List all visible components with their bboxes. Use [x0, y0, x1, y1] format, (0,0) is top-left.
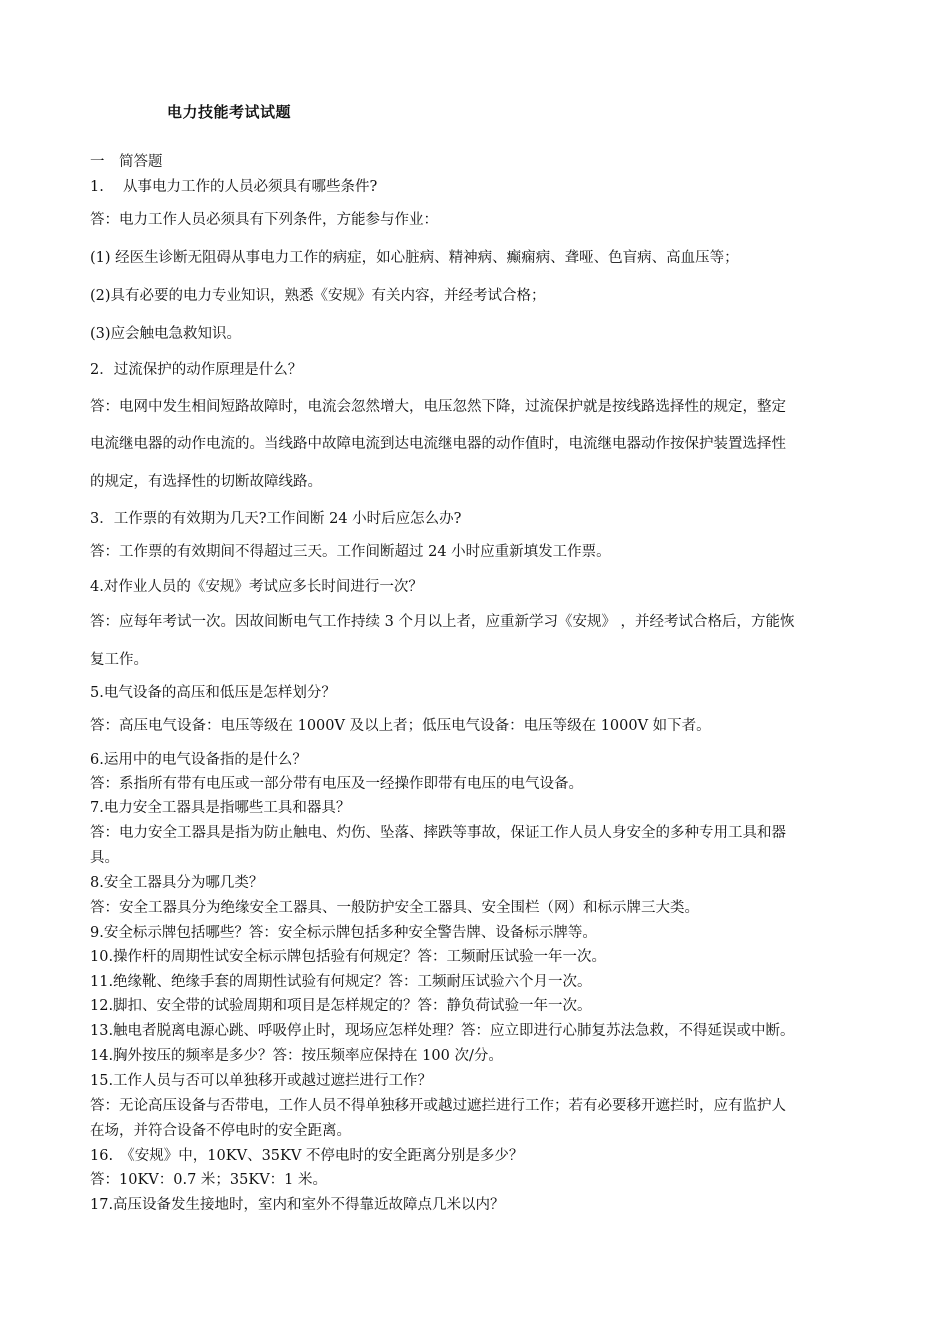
- text-line: 的规定，有选择性的切断故障线路。: [90, 474, 322, 490]
- text-line: 14.胸外按压的频率是多少？答：按压频率应保持在 100 次/分。: [90, 1048, 503, 1064]
- text-line: 具。: [90, 850, 119, 866]
- text-line: 在场，并符合设备不停电时的安全距离。: [90, 1123, 351, 1139]
- text-line: 3．工作票的有效期为几天?工作间断 24 小时后应怎么办?: [90, 511, 462, 527]
- text-line: 答：应每年考试一次。因故间断电气工作持续 3 个月以上者，应重新学习《安规》 ，并经考试合格后，方能恢: [90, 614, 795, 630]
- text-line: 电流继电器的动作电流的。当线路中故障电流到达电流继电器的动作值时，电流继电器动作按保护装置选择性: [90, 436, 786, 452]
- text-line: 9.安全标示牌包括哪些？答：安全标示牌包括多种安全警告牌、设备标示牌等。: [90, 925, 597, 941]
- text-line: 4.对作业人员的《安规》考试应多长时间进行一次？: [90, 579, 423, 595]
- text-line: 5.电气设备的高压和低压是怎样划分？: [90, 685, 336, 701]
- text-line: 1. 从事电力工作的人员必须具有哪些条件?: [90, 179, 378, 195]
- text-line: 答：安全工器具分为绝缘安全工器具、一般防护安全工器具、安全围栏（网）和标示牌三大类。: [90, 900, 699, 916]
- text-line: 答：电力安全工器具是指为防止触电、灼伤、坠落、摔跌等事故，保证工作人员人身安全的多种专用工具和器: [90, 825, 786, 841]
- text-line: 答：工作票的有效期间不得超过三天。工作间断超过 24 小时应重新填发工作票。: [90, 544, 611, 560]
- text-line: 13.触电者脱离电源心跳、呼吸停止时，现场应怎样处理？答：应立即进行心肺复苏法急救，不得延误或中断。: [90, 1023, 795, 1039]
- text-line: 17.高压设备发生接地时，室内和室外不得靠近故障点几米以内？: [90, 1197, 505, 1213]
- text-line: 8.安全工器具分为哪几类？: [90, 875, 264, 891]
- text-line: 11.绝缘靴、绝缘手套的周期性试验有何规定？答：工频耐压试验六个月一次。: [90, 974, 592, 990]
- text-line: 15.工作人员与否可以单独移开或越过遮拦进行工作？: [90, 1073, 433, 1089]
- text-line: 7.电力安全工器具是指哪些工具和器具？: [90, 800, 351, 816]
- text-line: 16. 《安规》中，10KV、35KV 不停电时的安全距离分别是多少？: [90, 1148, 524, 1164]
- document-title: 电力技能考试试题: [167, 103, 292, 121]
- text-line: 10.操作杆的周期性试安全标示牌包括验有何规定？答：工频耐压试验一年一次。: [90, 949, 607, 965]
- text-line: 答：10KV：0.7 米；35KV：1 米。: [90, 1172, 328, 1188]
- text-line: 12.脚扣、安全带的试验周期和项目是怎样规定的？答：静负荷试验一年一次。: [90, 998, 592, 1014]
- text-line: 2．过流保护的动作原理是什么？: [90, 362, 303, 378]
- text-line: 答：高压电气设备：电压等级在 1000V 及以上者；低压电气设备：电压等级在 1000V 如下者。: [90, 718, 711, 734]
- text-line: 答：电网中发生相间短路故障时，电流会忽然增大，电压忽然下降，过流保护就是按线路选择性的规定，整定: [90, 399, 786, 415]
- text-line: (2)具有必要的电力专业知识，熟悉《安规》有关内容，并经考试合格；: [90, 288, 546, 304]
- text-line: 复工作。: [90, 652, 148, 668]
- text-line: 答：电力工作人员必须具有下列条件，方能参与作业：: [90, 212, 438, 228]
- text-line: 答：系指所有带有电压或一部分带有电压及一经操作即带有电压的电气设备。: [90, 776, 583, 792]
- text-line: 答：无论高压设备与否带电，工作人员不得单独移开或越过遮拦进行工作；若有必要移开遮拦时，应有监护人: [90, 1098, 786, 1114]
- section-heading: 一 简答题: [90, 154, 163, 170]
- text-line: 6.运用中的电气设备指的是什么？: [90, 752, 307, 768]
- text-line: (1) 经医生诊断无阻碍从事电力工作的病症，如心脏病、精神病、癫痫病、聋哑、色盲病、高血压等；: [90, 250, 739, 266]
- text-line: (3)应会触电急救知识。: [90, 326, 242, 342]
